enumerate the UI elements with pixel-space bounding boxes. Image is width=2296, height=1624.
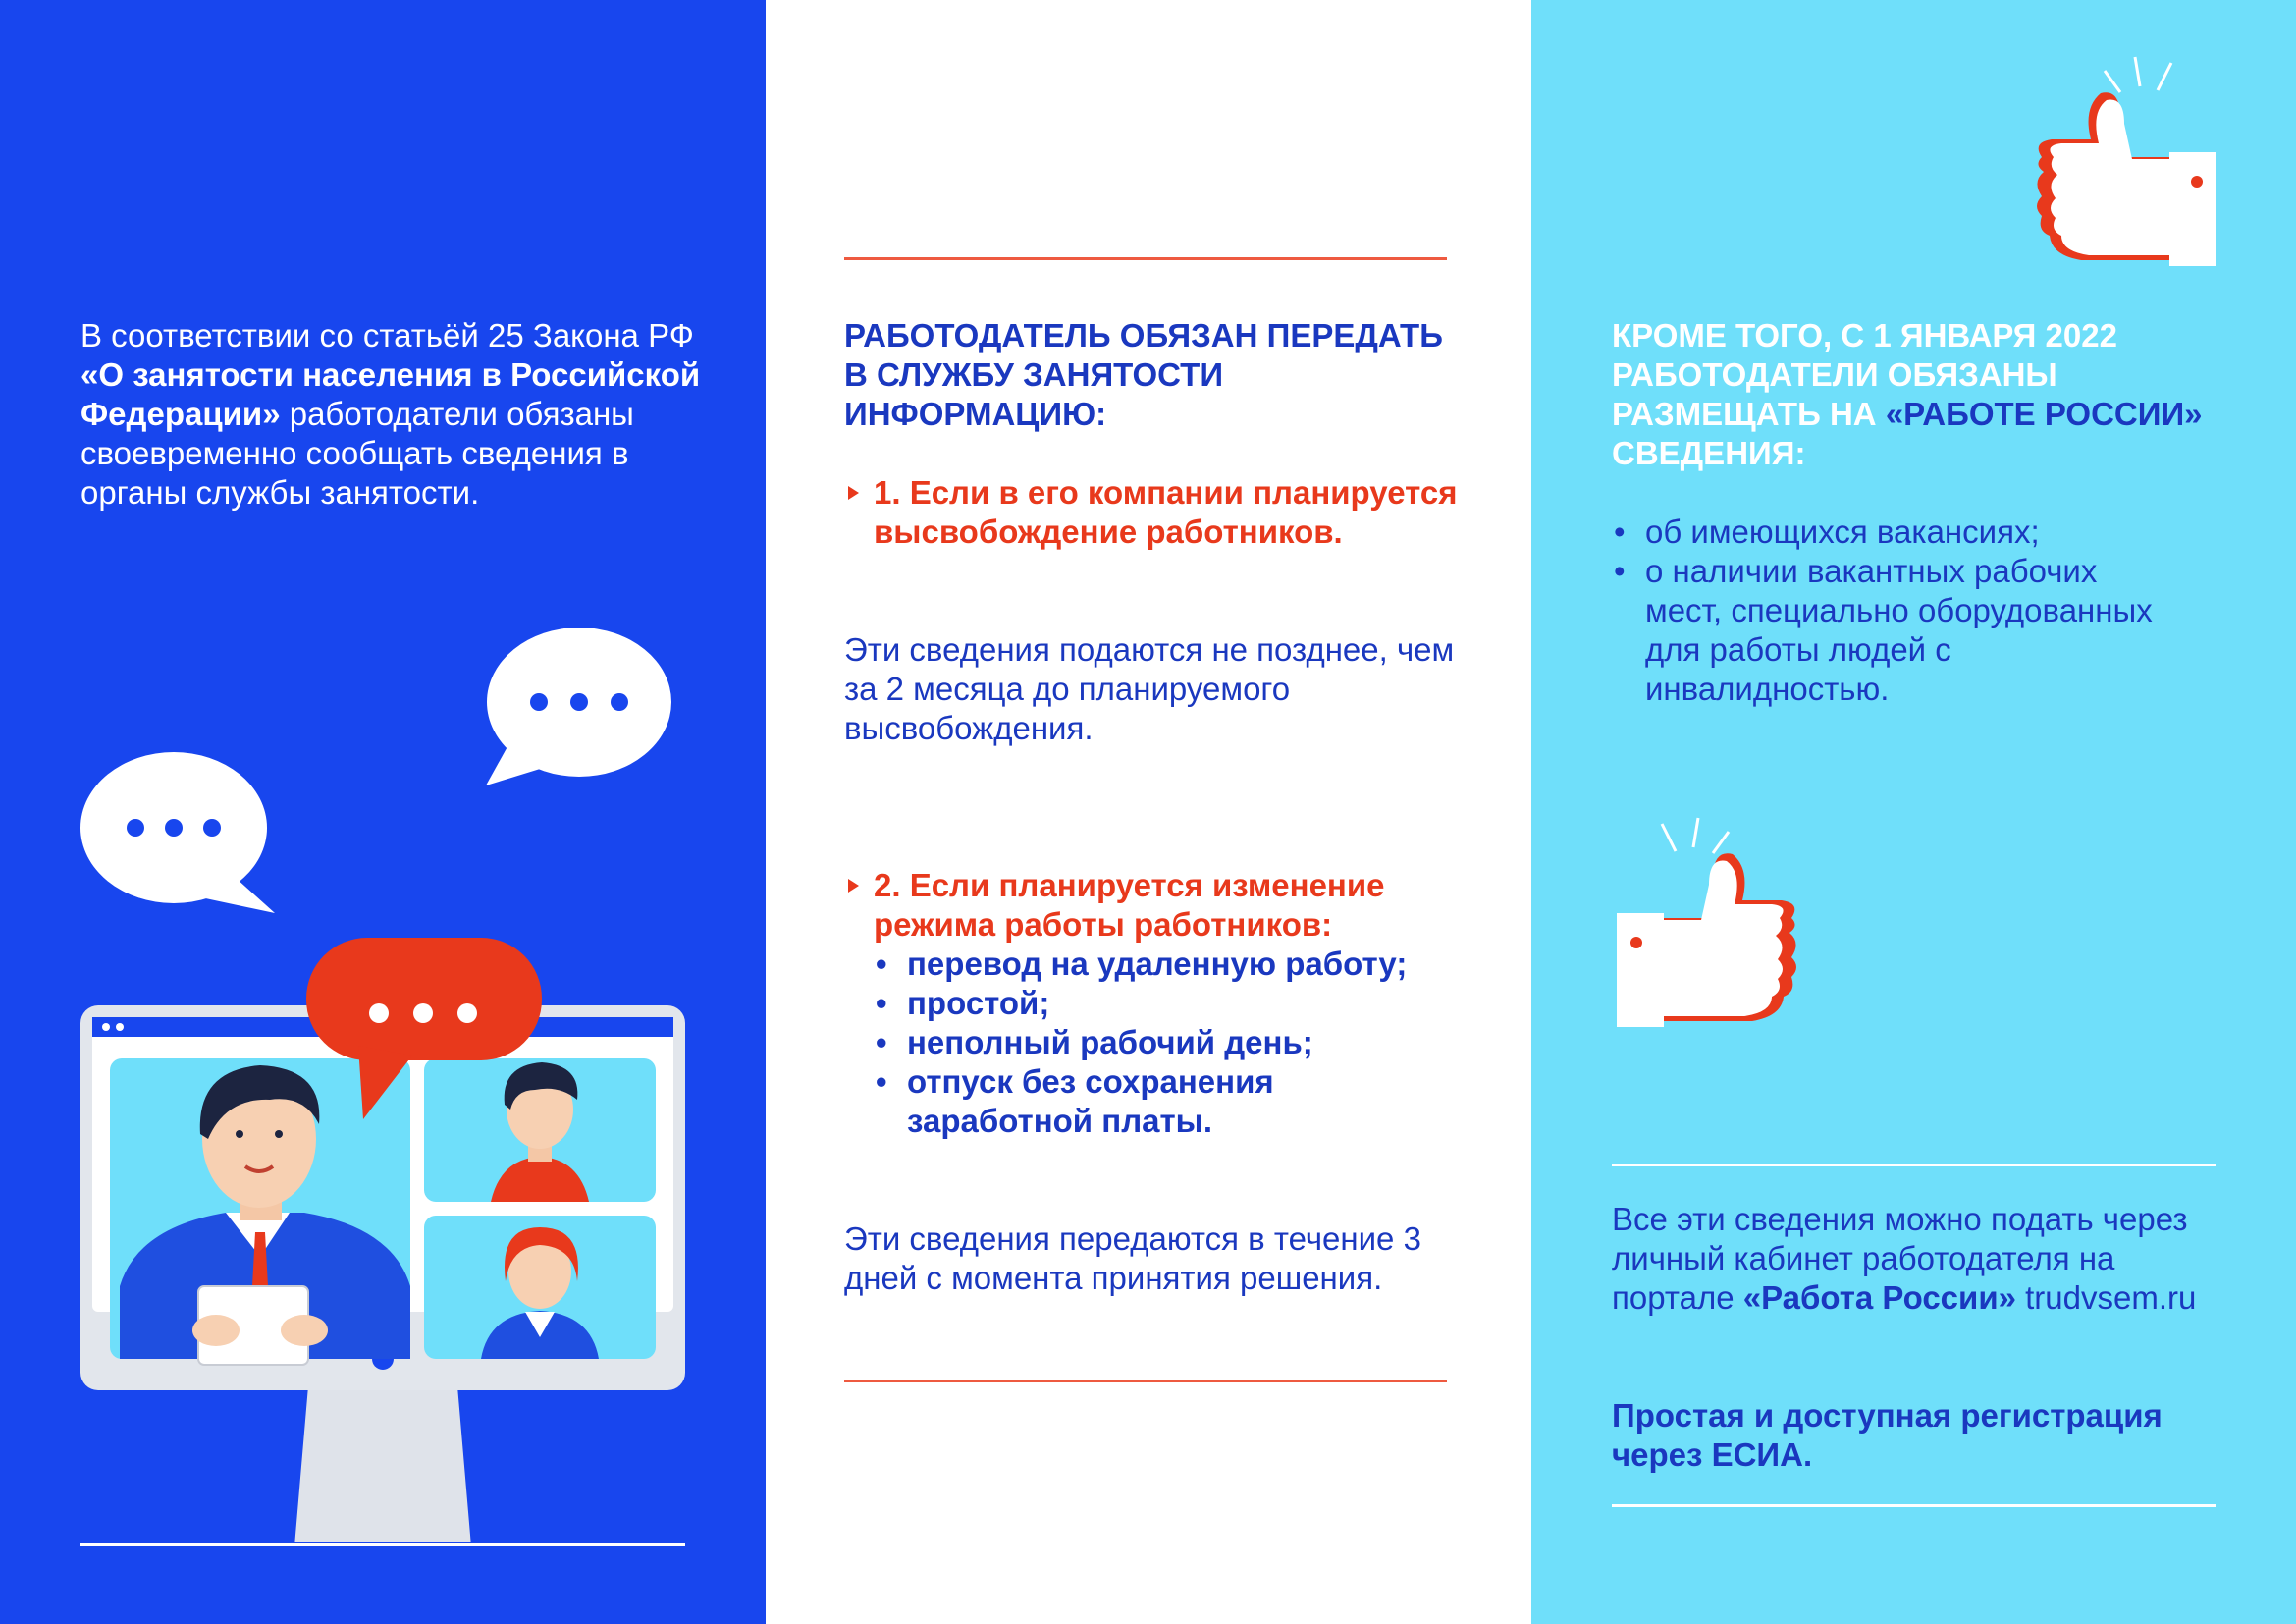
list-item: • о наличии вакантных рабочих мест, специально оборудованных для работы людей с инвалидностью. bbox=[1612, 552, 2181, 709]
list-item: • простой; bbox=[874, 984, 1463, 1023]
speech-bubble-icon bbox=[481, 628, 687, 795]
registration-note: Простая и доступная регистрация через ЕСИА. bbox=[1612, 1397, 2163, 1473]
triangle-marker-icon bbox=[848, 486, 859, 500]
portal-name: «Работа России» bbox=[1742, 1279, 2016, 1316]
middle-bottom-divider bbox=[844, 1380, 1447, 1382]
right-heading-part1: КРОМЕ ТОГО, С 1 ЯНВАРЯ 2022 РАБОТОДАТЕЛИ ОБЯЗАНЫ РАЗМЕЩАТЬ НА bbox=[1612, 317, 2117, 432]
middle-heading: РАБОТОДАТЕЛЬ ОБЯЗАН ПЕРЕДАТЬ В СЛУЖБУ ЗАНЯТОСТИ ИНФОРМАЦИЮ: bbox=[844, 317, 1443, 432]
right-divider-top bbox=[1612, 1164, 2216, 1166]
left-divider bbox=[80, 1543, 685, 1546]
vacancy-info-list bbox=[1612, 513, 2181, 709]
list-item: • об имеющихся вакансиях; bbox=[1612, 513, 2181, 552]
portal-name-highlight: «РАБОТЕ РОССИИ» bbox=[1885, 396, 2203, 432]
portal-info-text bbox=[1612, 1200, 2240, 1318]
thumbs-up-icon bbox=[2022, 49, 2228, 270]
speech-bubble-icon bbox=[79, 751, 285, 923]
list-item: • неполный рабочий день; bbox=[874, 1023, 1463, 1062]
portal-url: trudvsem.ru bbox=[2015, 1279, 2197, 1316]
left-intro-text bbox=[80, 316, 709, 513]
right-heading bbox=[1612, 316, 2240, 473]
right-heading-part2: СВЕДЕНИЯ: bbox=[1612, 435, 1806, 471]
triangle-marker-icon bbox=[848, 879, 859, 893]
right-divider-bottom bbox=[1612, 1504, 2216, 1507]
speech-bubble-icon bbox=[304, 933, 545, 1129]
obligation-item-2: 2. Если планируется изменение режима работы работников: bbox=[874, 867, 1385, 943]
work-mode-change-list bbox=[874, 945, 1463, 1141]
item1-deadline-text: Эти сведения подаются не позднее, чем за 2 месяца до планируемого высвобождения. bbox=[844, 631, 1455, 746]
thumbs-up-icon bbox=[1605, 810, 1811, 1031]
middle-top-divider bbox=[844, 257, 1447, 260]
intro-text-part1: В соответствии со статьёй 25 Закона РФ bbox=[80, 317, 694, 353]
list-item: • перевод на удаленную работу; bbox=[874, 945, 1463, 984]
intro-text-part2: работодатели обязаны своевременно сообщать сведения в органы службы занятости. bbox=[80, 396, 634, 511]
law-title: «О занятости населения в Российской Федерации» bbox=[80, 356, 701, 432]
item2-deadline-text: Эти сведения передаются в течение 3 дней с момента принятия решения. bbox=[844, 1220, 1421, 1296]
portal-info-part1: Все эти сведения можно подать через личный кабинет работодателя на портале bbox=[1612, 1201, 2188, 1316]
obligation-item-1: 1. Если в его компании планируется высвобождение работников. bbox=[874, 474, 1458, 550]
list-item: • отпуск без сохранения заработной платы. bbox=[874, 1062, 1463, 1141]
